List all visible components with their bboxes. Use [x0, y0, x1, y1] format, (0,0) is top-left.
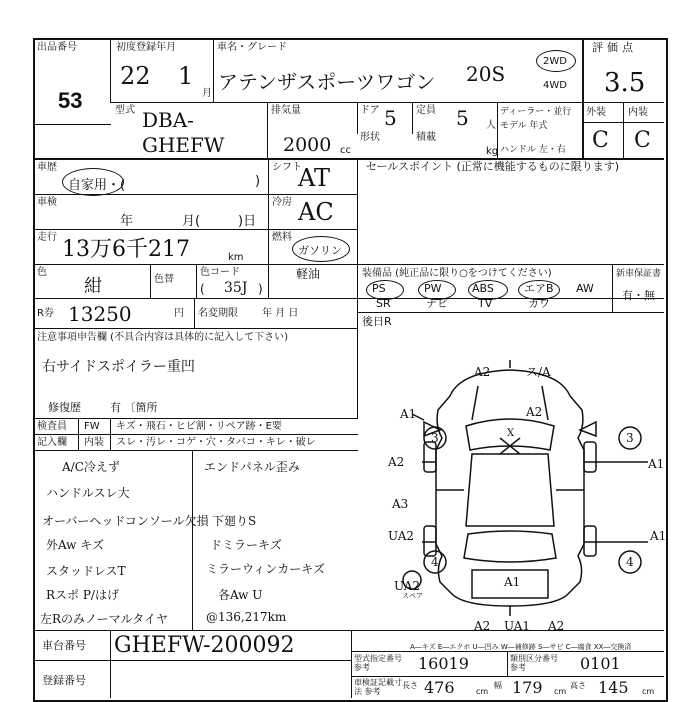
exterior-label: 外装	[586, 107, 606, 118]
shift-label: シフト	[272, 162, 302, 173]
fuel-circle	[292, 236, 350, 262]
inspection-label: 車検	[37, 197, 57, 208]
chassis-value: GHEFW-200092	[114, 633, 295, 658]
note-4-left: 外Aw キズ	[46, 538, 104, 552]
equip-sr: SR	[376, 297, 391, 310]
mark-rear-a2-r: A2	[548, 619, 565, 633]
equip-navi: ナビ	[426, 297, 448, 310]
drive-circle	[536, 50, 576, 72]
first-reg-month: 1	[178, 62, 194, 90]
name-change-date: 年 月 日	[262, 308, 299, 319]
fuel-gasoline: ガソリン	[298, 244, 342, 257]
mark-hood-a2: A2	[526, 405, 543, 419]
mark-front-a2: A2	[474, 365, 491, 379]
type-num: 16019	[418, 654, 469, 673]
entry-label: 記入欄	[37, 437, 67, 448]
drive-2wd: 2WD	[543, 56, 567, 67]
length-label: 長さ	[402, 681, 418, 690]
inspection-day: )日	[238, 214, 257, 229]
height-value: 145	[598, 678, 629, 697]
mark-trunk-a1: A1	[504, 575, 521, 589]
color-code-label: 色コード	[200, 267, 240, 278]
inspection-year: 年	[120, 214, 134, 229]
sales-point-label: セールスポイント (正常に機能するものに限ります)	[366, 160, 620, 173]
person-unit: 人	[486, 120, 496, 131]
mark-left-a2: A2	[388, 455, 405, 469]
type-num-label: 型式指定番号 参考	[354, 654, 402, 672]
entry-row1: キズ・飛石・ヒビ割・リペア跡・E要	[116, 421, 282, 432]
color-code-close: )	[258, 282, 263, 296]
mark-rear-a2-l: A2	[474, 619, 491, 633]
check-label: 検査員	[37, 421, 67, 432]
first-reg-year: 22	[120, 62, 151, 90]
history-label: 車歴	[37, 162, 57, 173]
note-4-right: ドミラーキズ	[210, 538, 282, 552]
height-label: 高さ	[570, 681, 586, 690]
note-7-left: 左Rのみノーマルタイヤ	[40, 612, 168, 626]
mark-right-rear-a1: A1	[650, 529, 667, 543]
mark-left-a3: A3	[392, 497, 409, 511]
handle-label: ハンドル 左・右	[500, 145, 566, 155]
displacement: 2000	[283, 134, 332, 156]
width-cm: cm	[554, 687, 567, 696]
entry-row2: スレ・汚レ・コゲ・穴・タバコ・キレ・破レ	[116, 437, 316, 448]
km-unit: km	[228, 252, 244, 263]
month-unit: 月	[202, 88, 212, 99]
note-6-left: Rスポ P/はげ	[46, 588, 119, 602]
length-cm: cm	[476, 687, 489, 696]
mark-roof-x: X	[507, 428, 515, 439]
mark-front-sa: ス/A	[526, 365, 551, 379]
lot-label: 出品番号	[37, 42, 77, 53]
warranty-value: 有・無	[622, 289, 655, 302]
class-label: 類別区分番号 参考	[510, 654, 558, 672]
recycle-label: R券	[37, 308, 54, 319]
kg-unit: kg	[486, 146, 499, 157]
equip-tv: TV	[478, 297, 493, 310]
notes-value: 右サイドスポイラー重凹	[42, 359, 195, 375]
fuel-label: 燃料	[272, 232, 292, 243]
model-year-label: モデル 年式	[500, 121, 548, 131]
color-code: 35J	[224, 280, 248, 296]
shape-label: 形状	[360, 132, 380, 143]
class-num: 0101	[580, 654, 621, 673]
color-value: 紺	[84, 276, 102, 297]
interior-label: 内装	[628, 107, 648, 118]
mark-left-a1: A1	[400, 407, 417, 421]
name-change-label: 名変期限	[198, 308, 238, 319]
model-name: アテンザスポーツワゴン	[218, 70, 436, 94]
damage-legend: A―キズ E―エクボ U―凹み W―補修跡 S―サビ C―腐食 XX―交換済	[410, 643, 632, 651]
equip-pw: PW	[424, 282, 442, 295]
note-7-right: @136,217km	[206, 610, 287, 624]
chassis-label: 車台番号	[42, 639, 86, 652]
mark-rr-4: 4	[626, 555, 634, 569]
history-value: 自家用・(	[68, 178, 126, 193]
note-3-right: 下廻りS	[212, 514, 257, 528]
doors: 5	[384, 106, 397, 130]
history-circle	[62, 168, 124, 196]
recycle-value: 13250	[68, 302, 132, 326]
mark-rl-4: 4	[431, 555, 439, 569]
repair-label: 修復歴	[48, 401, 81, 414]
shift-value: AT	[298, 164, 331, 192]
repair-value: 有 〔箇所	[110, 401, 158, 414]
type-code-2: GHEFW	[142, 133, 225, 157]
lot-number: 53	[58, 88, 83, 113]
color-change-label: 色替	[154, 274, 174, 285]
mark-rear-ua1: UA1	[504, 619, 531, 633]
doors-label: ドア	[360, 105, 380, 116]
equip-airbag: エアB	[524, 282, 554, 295]
height-cm: cm	[642, 687, 655, 696]
score: 3.5	[604, 68, 646, 98]
displacement-label: 排気量	[271, 105, 301, 116]
car-diagram	[360, 330, 667, 633]
mark-fl-3: 3	[431, 431, 439, 445]
ac-label: 冷房	[272, 197, 292, 208]
cc-unit: cc	[340, 145, 351, 156]
dims-label: 車検証記載寸法 参考	[354, 678, 402, 696]
fuel-diesel: 軽油	[296, 267, 321, 281]
equip-aw: AW	[576, 282, 594, 295]
notes-label: 注意事項申告欄 (不具合内容は具体的に記入して下さい)	[37, 332, 288, 343]
color-code-open: (	[200, 282, 205, 296]
history-close: )	[255, 174, 261, 189]
capacity: 5	[456, 106, 469, 130]
spare-label: スペア	[402, 592, 423, 600]
equip-ps: PS	[372, 282, 386, 295]
equip-abs: ABS	[472, 282, 494, 295]
exterior-grade: C	[592, 128, 609, 153]
score-label: 評価点	[592, 41, 637, 54]
ac-value: AC	[298, 198, 334, 226]
mark-left-ua2: UA2	[388, 529, 415, 543]
mileage-value: 13万6千217	[62, 237, 190, 262]
yen-unit: 円	[174, 308, 184, 319]
dealer-label: ディーラー・並行	[500, 107, 572, 117]
type-label: 型式	[115, 105, 135, 116]
type-code-1: DBA-	[142, 108, 194, 132]
interior-entry-label: 内装	[84, 437, 104, 448]
drive-4wd: 4WD	[543, 80, 567, 91]
model-label: 車名・グレード	[217, 42, 287, 53]
mark-right-a1: A1	[648, 457, 665, 471]
width-label: 幅	[494, 681, 502, 690]
interior-grade: C	[634, 128, 651, 153]
capacity-label: 定員	[416, 105, 436, 116]
note-3-left: オーバーヘッドコンソール欠損	[42, 514, 209, 528]
note-1-right: エンドパネル歪み	[204, 460, 300, 474]
length-value: 476	[424, 678, 455, 697]
fw-label: FW	[84, 421, 100, 432]
grade: 20S	[466, 62, 506, 86]
loading-label: 積載	[416, 132, 436, 143]
note-5-left: スタッドレスT	[46, 564, 126, 578]
mark-fr-3: 3	[626, 431, 634, 445]
reg-label: 登録番号	[42, 674, 86, 687]
inspection-month: 月(	[182, 214, 201, 229]
mark-rear-ua2: UA2	[394, 579, 421, 593]
note-2-left: ハンドルスレ大	[46, 486, 130, 500]
equip-cow: カワ	[528, 297, 550, 310]
warranty-label: 新車保証書	[616, 269, 662, 279]
aftermarket-label: 後日R	[362, 315, 392, 328]
note-6-right: 各Aw U	[218, 588, 263, 602]
note-1-left: A/C冷えず	[62, 460, 120, 474]
equipment-label: 装備品 (純正品に限り○をつけてください)	[362, 268, 552, 279]
color-label: 色	[37, 267, 47, 278]
note-5-right: ミラーウィンカーキズ	[206, 562, 326, 576]
first-reg-label: 初度登録年月	[116, 42, 176, 53]
width-value: 179	[512, 678, 543, 697]
mileage-label: 走行	[37, 232, 57, 243]
